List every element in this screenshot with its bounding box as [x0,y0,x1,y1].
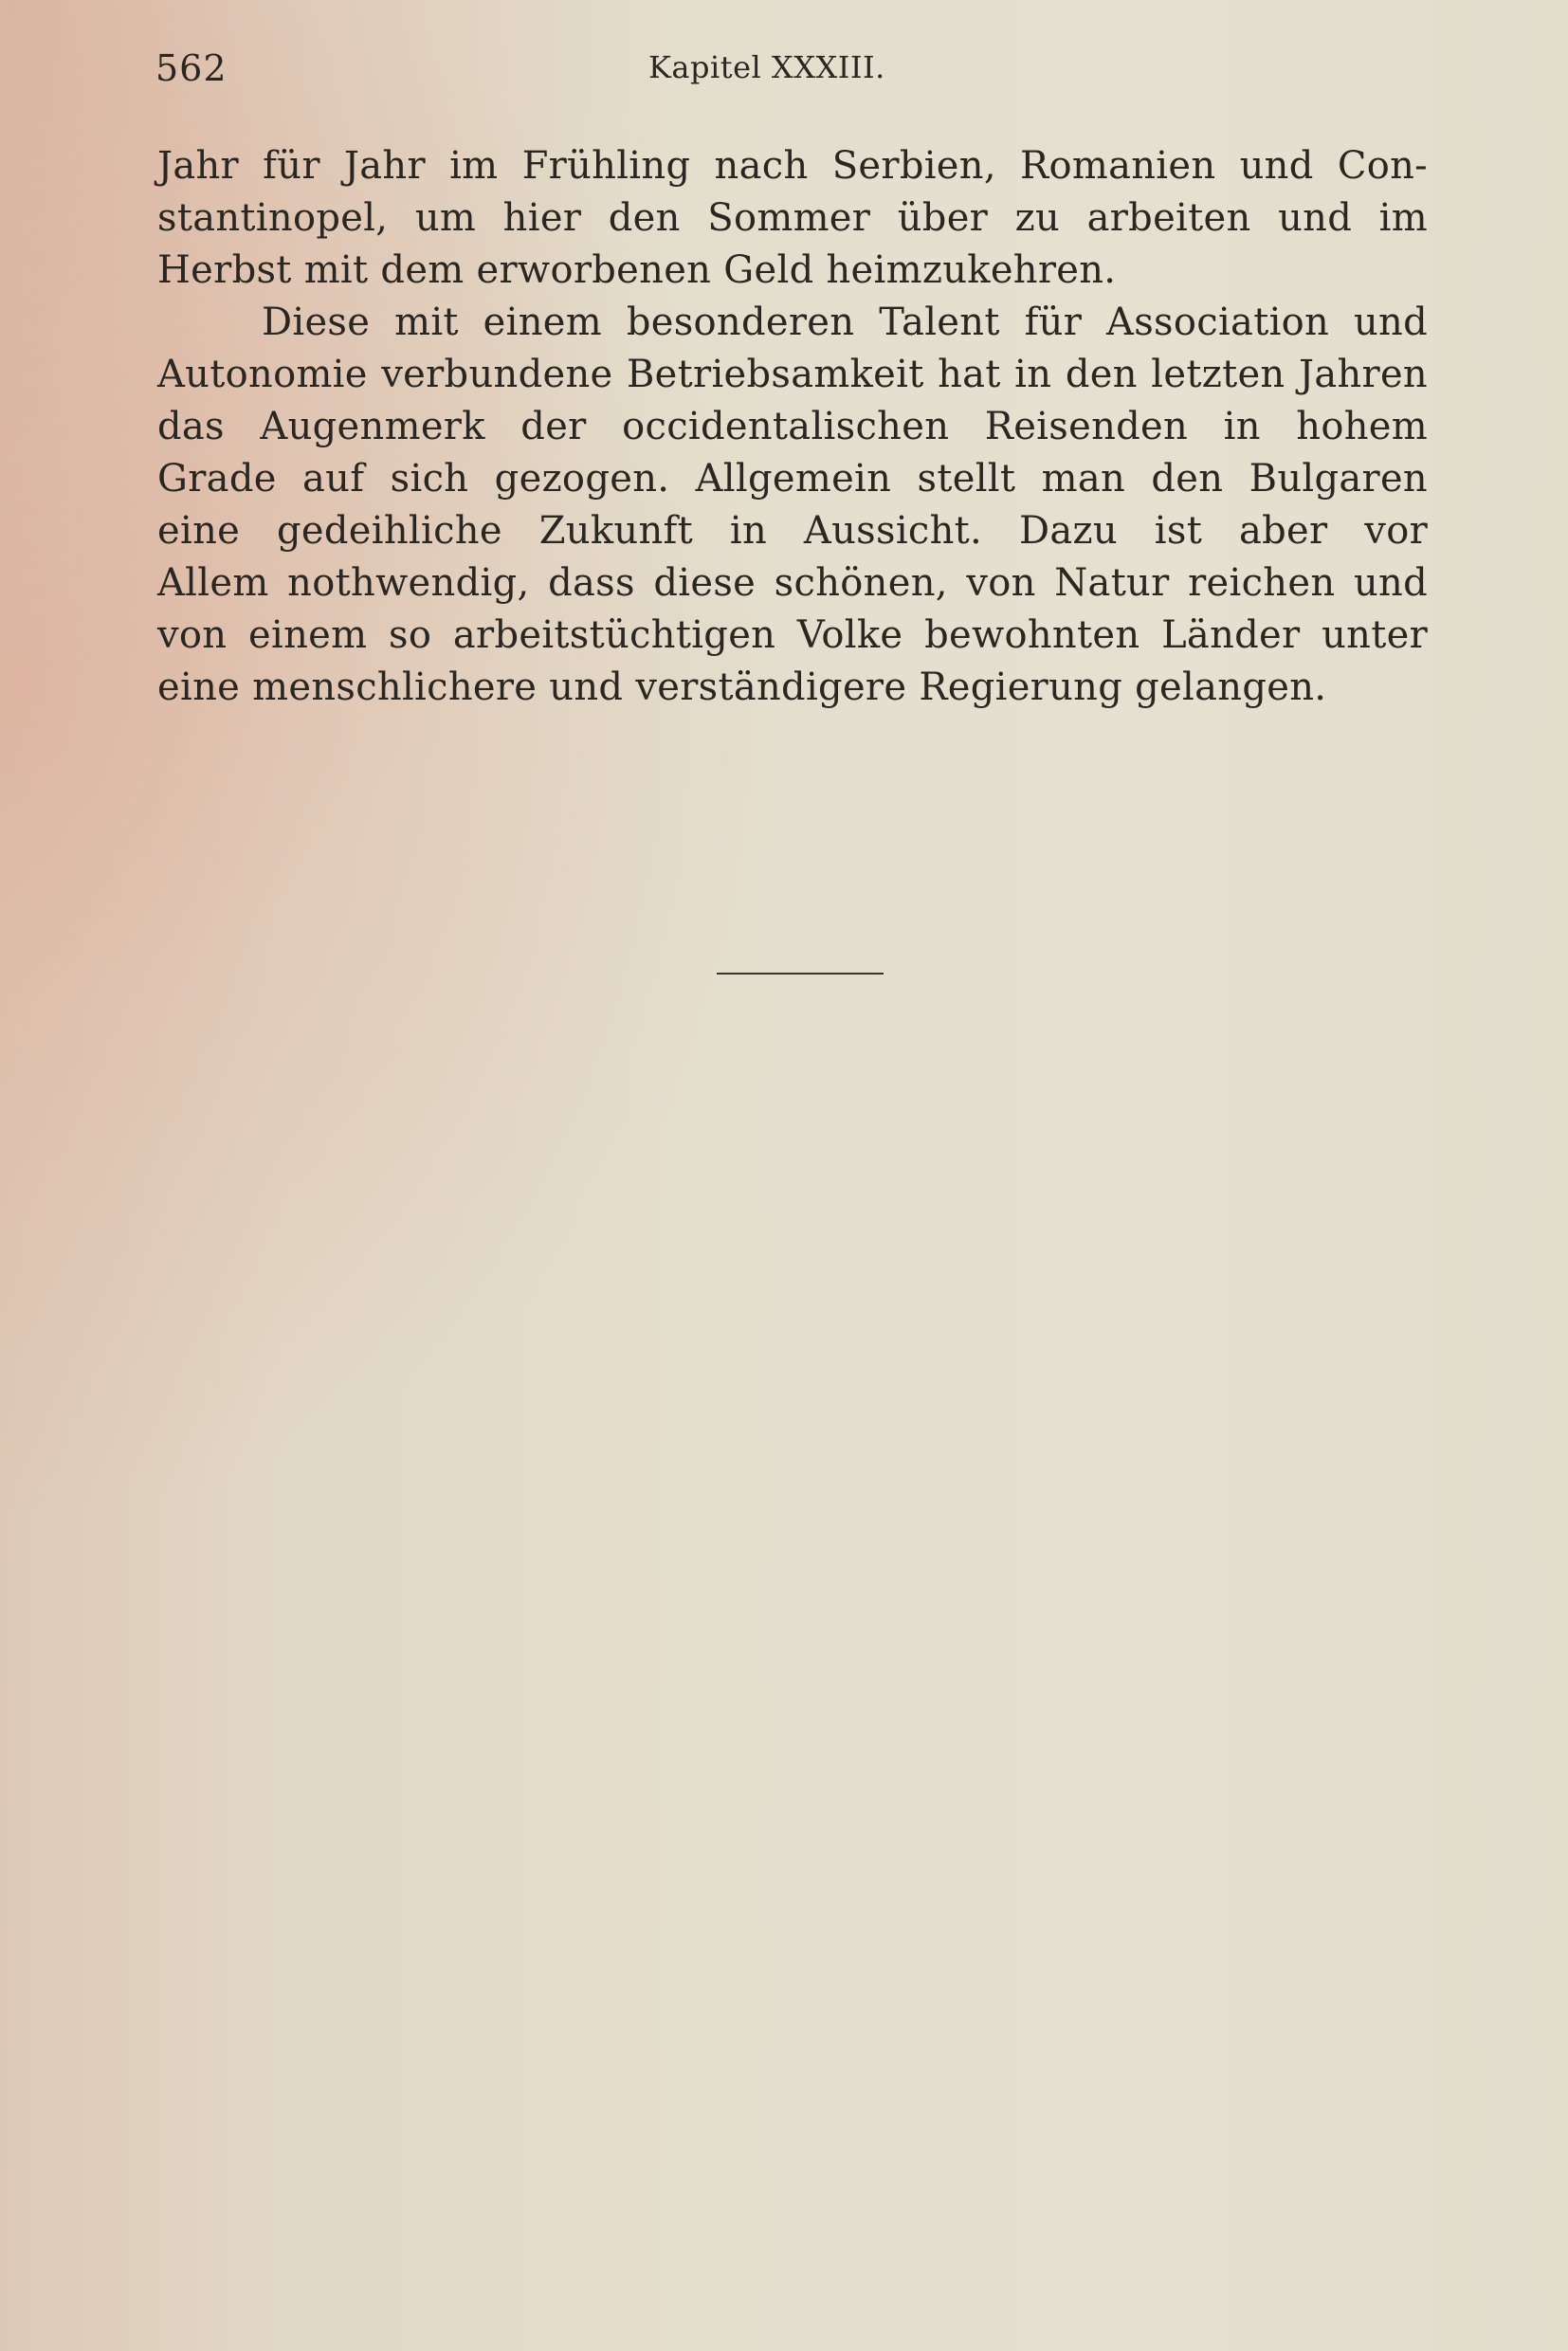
running-head: Kapitel XXXIII. [648,49,885,85]
text-line: Allem nothwendig, dass diese schönen, von Natur reichen und [157,561,1428,605]
text-line: stantinopel, um hier den Sommer über zu arbeiten und im [157,196,1428,240]
text-line: von einem so arbeitstüchtigen Volke bewohnten Länder unter [157,613,1428,657]
text-line: Diese mit einem besonderen Talent für Association und [262,301,1428,344]
text-line: Grade auf sich gezogen. Allgemein stellt man den Bulgaren [157,457,1428,501]
text-line: eine gedeihliche Zukunft in Aussicht. Dazu ist aber vor [157,509,1428,553]
page-header [155,47,1422,104]
text-line: Jahr für Jahr im Frühling nach Serbien, Romanien und Con- [157,144,1428,188]
page-number: 562 [155,47,228,89]
text-line: das Augenmerk der occidentalischen Reisenden in hohem [157,405,1428,448]
text-line: Herbst mit dem erworbenen Geld heimzukehren. [157,248,1117,292]
section-end-rule [717,973,884,975]
body-text [157,140,1428,714]
text-line: eine menschlichere und verständigere Regierung gelangen. [157,665,1327,709]
text-line: Autonomie verbundene Betriebsamkeit hat in den letzten Jahren [157,353,1428,396]
